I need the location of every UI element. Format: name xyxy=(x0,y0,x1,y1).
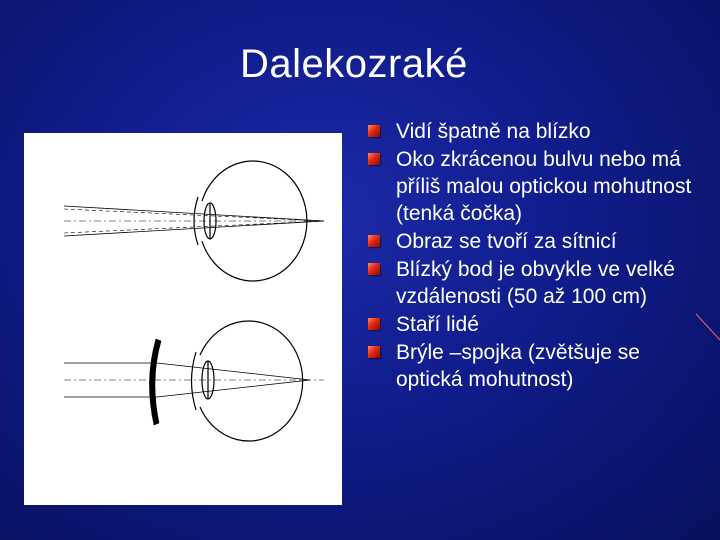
bullet-text: Oko zkrácenou bulvu nebo má příliš malou optickou mohutnost (tenká čočka) xyxy=(396,148,692,225)
square-bullet-icon xyxy=(368,263,380,275)
bullet-item xyxy=(366,339,711,393)
square-bullet-icon xyxy=(368,318,380,330)
slide-title: Dalekozraké xyxy=(240,42,468,86)
eye-bottom-illustration xyxy=(64,321,324,441)
square-bullet-icon xyxy=(368,346,380,358)
square-bullet-icon xyxy=(368,153,380,165)
bullet-text: Blízký bod je obvykle ve velké vzdálenosti (50 až 100 cm) xyxy=(396,258,675,308)
bullet-item xyxy=(366,146,711,227)
bullet-item xyxy=(366,228,711,255)
bullet-list xyxy=(366,118,711,394)
bullet-text: Staří lidé xyxy=(396,313,479,336)
eye-diagram xyxy=(24,133,342,505)
bullet-text: Brýle –spojka (zvětšuje se optická mohutnost) xyxy=(396,341,640,391)
square-bullet-icon xyxy=(368,235,380,247)
bullet-item xyxy=(366,118,711,145)
bullet-item xyxy=(366,311,711,338)
bullet-item xyxy=(366,256,711,310)
square-bullet-icon xyxy=(368,125,380,137)
eye-top-illustration xyxy=(64,161,324,281)
bullet-text: Obraz se tvoří za sítnicí xyxy=(396,230,617,253)
bullet-text: Vidí špatně na blízko xyxy=(396,120,591,143)
